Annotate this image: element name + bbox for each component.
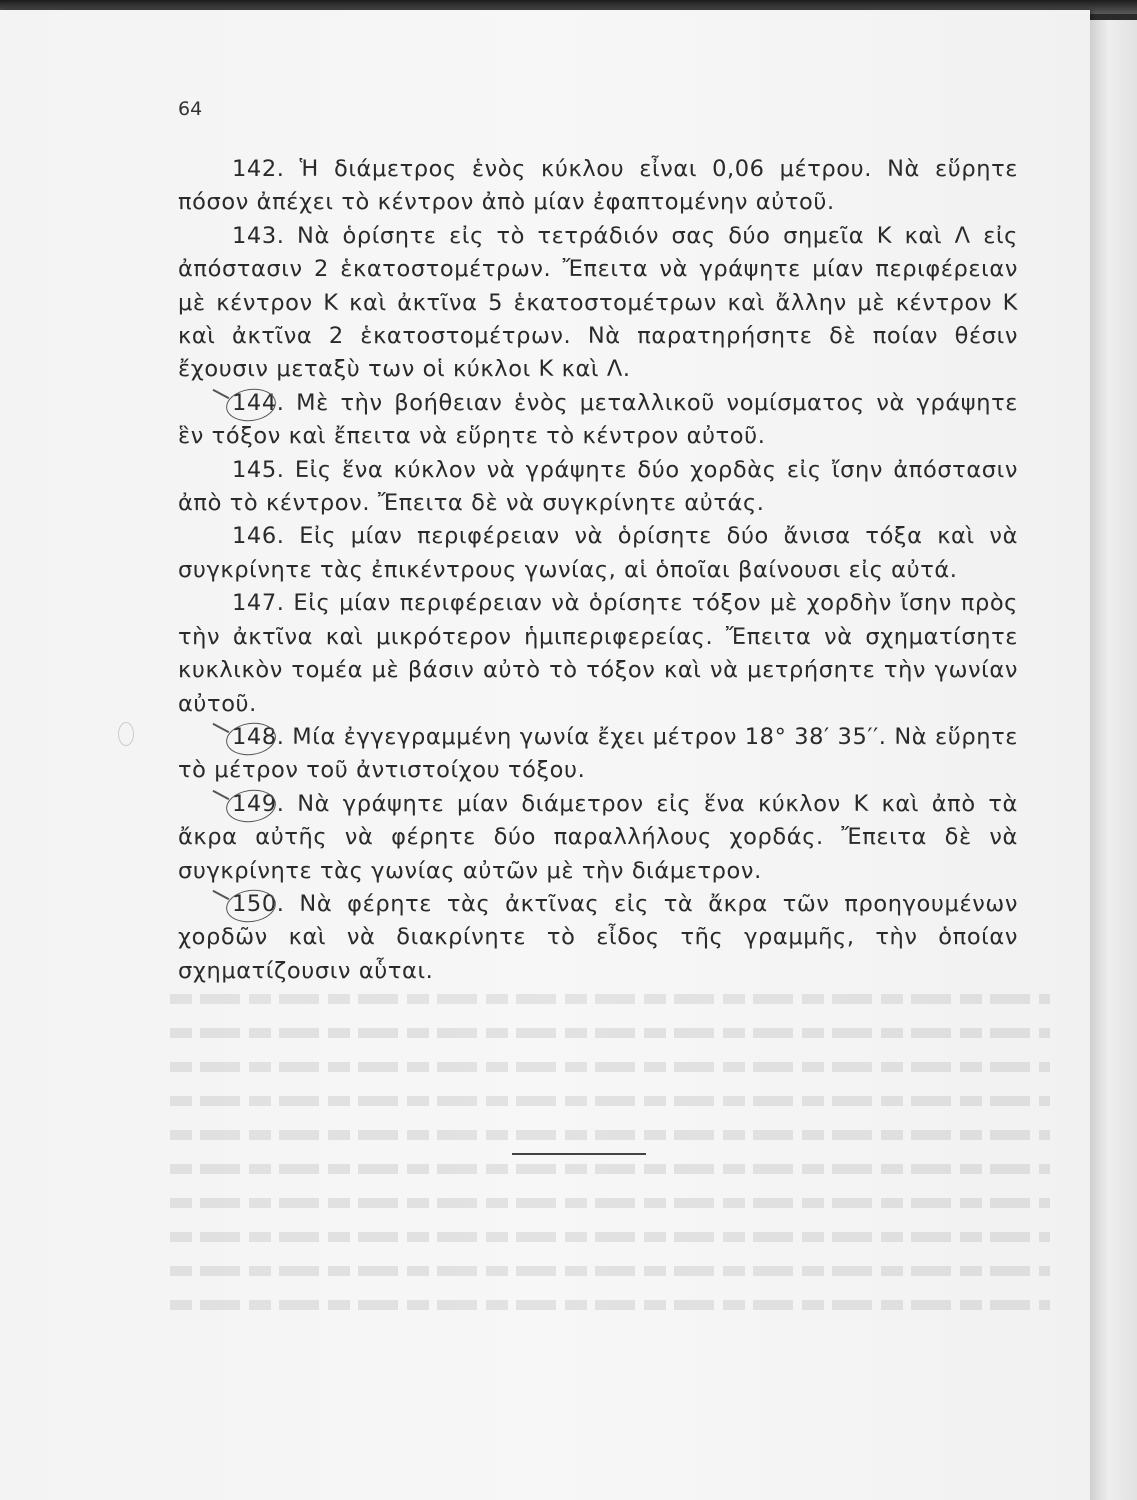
exercise-number: 145. xyxy=(232,456,285,483)
bleed-through-text xyxy=(170,970,1050,1310)
exercise-text: Νὰ φέρητε τὰς ἀκτῖνας εἰς τὰ ἄκρα τῶν προηγουμένων χορδῶν καὶ νὰ διακρίνητε τὸ εἶδος τῆς γραμμῆς, τὴν ὁποίαν σχηματίζουσιν αὗται. xyxy=(178,890,1018,984)
exercise-text: Εἰς ἕνα κύκλον νὰ γράψητε δύο χορδὰς εἰς ἴσην ἀπόστασιν ἀπὸ τὸ κέντρον. Ἔπειτα δὲ νὰ συγκρίνητε αὐτάς. xyxy=(178,456,1018,517)
exercise-text: Νὰ γράψητε μίαν διάμετρον εἰς ἕνα κύκλον Κ καὶ ἀπὸ τὰ ἄκρα αὐτῆς νὰ φέρητε δύο παραλλήλους χορδάς. Ἔπειτα δὲ νὰ συγκρίνητε τὰς γωνίας αὐτῶν μὲ τὴν διάμετρον. xyxy=(178,790,1018,884)
next-page-edge xyxy=(1090,20,1137,1500)
bleed-line xyxy=(170,1062,1050,1072)
exercise-number: 146. xyxy=(232,523,285,550)
bleed-line xyxy=(170,1198,1050,1208)
bleed-line xyxy=(170,1096,1050,1106)
exercise-number: 143. xyxy=(232,222,285,249)
exercise-text: Μία ἐγγεγραμμένη γωνία ἔχει μέτρον 18° 38′ 35′′. Νὰ εὕρητε τὸ μέτρον τοῦ ἀντιστοίχου τόξου. xyxy=(178,723,1018,784)
exercise-list xyxy=(178,153,1018,988)
exercise-number: 142. xyxy=(232,156,285,182)
exercise-148 xyxy=(178,721,1018,788)
exercise-143 xyxy=(178,220,1018,387)
exercise-number-circled: 144. xyxy=(232,387,285,420)
section-divider-rule xyxy=(512,1153,646,1155)
bleed-line xyxy=(170,1300,1050,1310)
exercise-142 xyxy=(178,153,1018,220)
exercise-text: Νὰ ὁρίσητε εἰς τὸ τετράδιόν σας δύο σημεῖα Κ καὶ Λ εἰς ἀπόστασιν 2 ἑκατοστομέτρων. Ἔπειτα νὰ γράψητε μίαν περιφέρειαν μὲ κέντρον Κ καὶ ἀκτῖνα 5 ἑκατοστομέτρων καὶ ἄλλην μὲ κέντρον Κ καὶ ἀκτῖνα 2 ἑκατοστομέτρων. Νὰ παρατηρήσητε δὲ ποίαν θέσιν ἔχουσιν μεταξὺ των οἱ κύκλοι Κ καὶ Λ. xyxy=(178,222,1018,383)
bleed-line xyxy=(170,1164,1050,1174)
exercise-number: 147. xyxy=(232,590,285,617)
margin-pencil-mark xyxy=(118,722,134,746)
exercise-147 xyxy=(178,587,1018,721)
exercise-number-circled: 148. xyxy=(232,721,285,754)
exercise-text: Εἰς μίαν περιφέρειαν νὰ ὁρίσητε δύο ἄνισα τόξα καὶ νὰ συγκρίνητε τὰς ἐπικέντρους γωνίας, αἱ ὁποῖαι βαίνουσι εἰς αὐτά. xyxy=(178,523,1018,583)
exercise-144 xyxy=(178,387,1018,454)
exercise-number-circled: 150. xyxy=(232,888,285,921)
exercise-145 xyxy=(178,454,1018,521)
page-number: 64 xyxy=(178,98,203,120)
exercise-149 xyxy=(178,788,1018,888)
bleed-line xyxy=(170,1028,1050,1038)
exercise-text: Μὲ τὴν βοήθειαν ἑνὸς μεταλλικοῦ νομίσματος νὰ γράψητε ἓν τόξον καὶ ἔπειτα νὰ εὕρητε τὸ κέντρον αὐτοῦ. xyxy=(178,389,1018,450)
exercise-text: Ἡ διάμετρος ἑνὸς κύκλου εἶναι 0,06 μέτρου. Νὰ εὕρητε πόσον ἀπέχει τὸ κέντρον ἀπὸ μίαν ἐφαπτομένην αὐτοῦ. xyxy=(178,156,1018,216)
exercise-146 xyxy=(178,520,1018,587)
bleed-line xyxy=(170,1232,1050,1242)
exercise-text: Εἰς μίαν περιφέρειαν νὰ ὁρίσητε τόξον μὲ χορδὴν ἴσην πρὸς τὴν ἀκτῖνα καὶ μικρότερον ἡμιπεριφερείας. Ἔπειτα νὰ σχηματίσητε κυκλικὸν τομέα μὲ βάσιν αὐτὸ τὸ τόξον καὶ νὰ μετρήσητε τὴν γωνίαν αὐτοῦ. xyxy=(178,590,1018,717)
exercise-number-circled: 149. xyxy=(232,788,285,821)
bleed-line xyxy=(170,1266,1050,1276)
bleed-line xyxy=(170,1130,1050,1140)
book-page xyxy=(0,10,1090,1500)
bleed-line xyxy=(170,994,1050,1004)
